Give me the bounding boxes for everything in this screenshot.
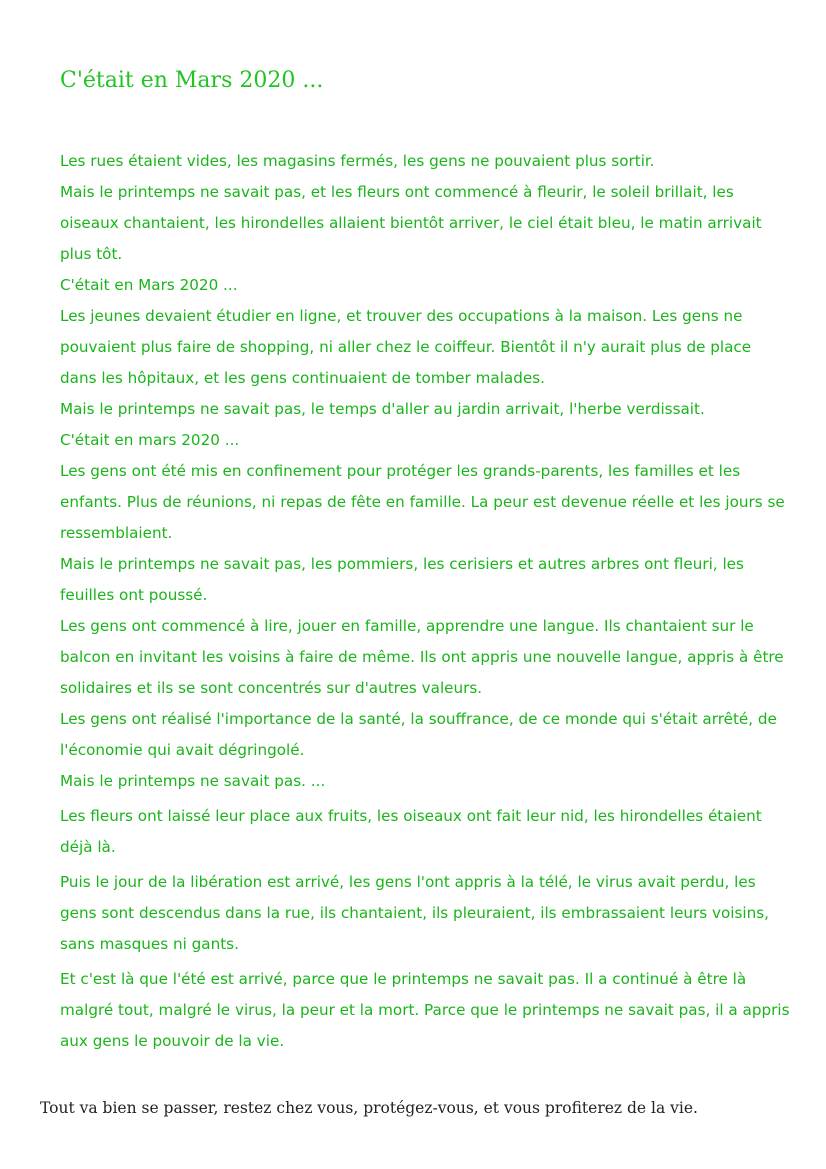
paragraph: Les gens ont commencé à lire, jouer en famille, apprendre une langue. Ils chantaient sur le balcon en invitant les voisins à faire de même. Ils ont appris une nouvelle langue, appris à être solidaires et ils se sont concentrés sur d'autres valeurs. [60, 617, 784, 697]
poem-body [60, 146, 790, 1057]
paragraph: Et c'est là que l'été est arrivé, parce que le printemps ne savait pas. Il a continué à être là malgré tout, malgré le virus, la peur et la mort. Parce que le printemps ne savait pas, il a appris aux gens le pouvoir de la vie. [60, 970, 790, 1050]
paragraph: Mais le printemps ne savait pas, le temps d'aller au jardin arrivait, l'herbe verdissait. [60, 400, 705, 418]
paragraph: Les jeunes devaient étudier en ligne, et trouver des occupations à la maison. Les gens ne pouvaient plus faire de shopping, ni aller chez le coiffeur. Bientôt il n'y aurait plus de place dans les hôpitaux, et les gens continuaient de tomber malades. [60, 307, 752, 387]
closing-line: Tout va bien se passer, restez chez vous, protégez-vous, et vous profiterez de la vie. [40, 1099, 698, 1117]
document-title: C'était en Mars 2020 ... [60, 68, 324, 93]
paragraph: C'était en mars 2020 ... [60, 431, 240, 449]
paragraph: Les gens ont réalisé l'importance de la santé, la souffrance, de ce monde qui s'était arrêté, de l'économie qui avait dégringolé. [60, 710, 777, 759]
paragraph: Les gens ont été mis en confinement pour protéger les grands-parents, les familles et les enfants. Plus de réunions, ni repas de fête en famille. La peur est devenue réelle et les jours se ressemblaient. [60, 462, 785, 542]
paragraph: Les fleurs ont laissé leur place aux fruits, les oiseaux ont fait leur nid, les hirondelles étaient déjà là. [60, 807, 762, 856]
paragraph: Mais le printemps ne savait pas, les pommiers, les cerisiers et autres arbres ont fleuri, les feuilles ont poussé. [60, 555, 744, 604]
paragraph: Les rues étaient vides, les magasins fermés, les gens ne pouvaient plus sortir. [60, 152, 655, 170]
paragraph: C'était en Mars 2020 ... [60, 276, 238, 294]
paragraph: Mais le printemps ne savait pas. ... [60, 772, 326, 790]
paragraph: Puis le jour de la libération est arrivé, les gens l'ont appris à la télé, le virus avait perdu, les gens sont descendus dans la rue, ils chantaient, ils pleuraient, ils embrassaient leurs voisins, sans masques ni gants. [60, 873, 770, 953]
paragraph: Mais le printemps ne savait pas, et les fleurs ont commencé à fleurir, le soleil brillait, les oiseaux chantaient, les hirondelles allaient bientôt arriver, le ciel était bleu, le matin arrivait plus tôt. [60, 183, 762, 263]
